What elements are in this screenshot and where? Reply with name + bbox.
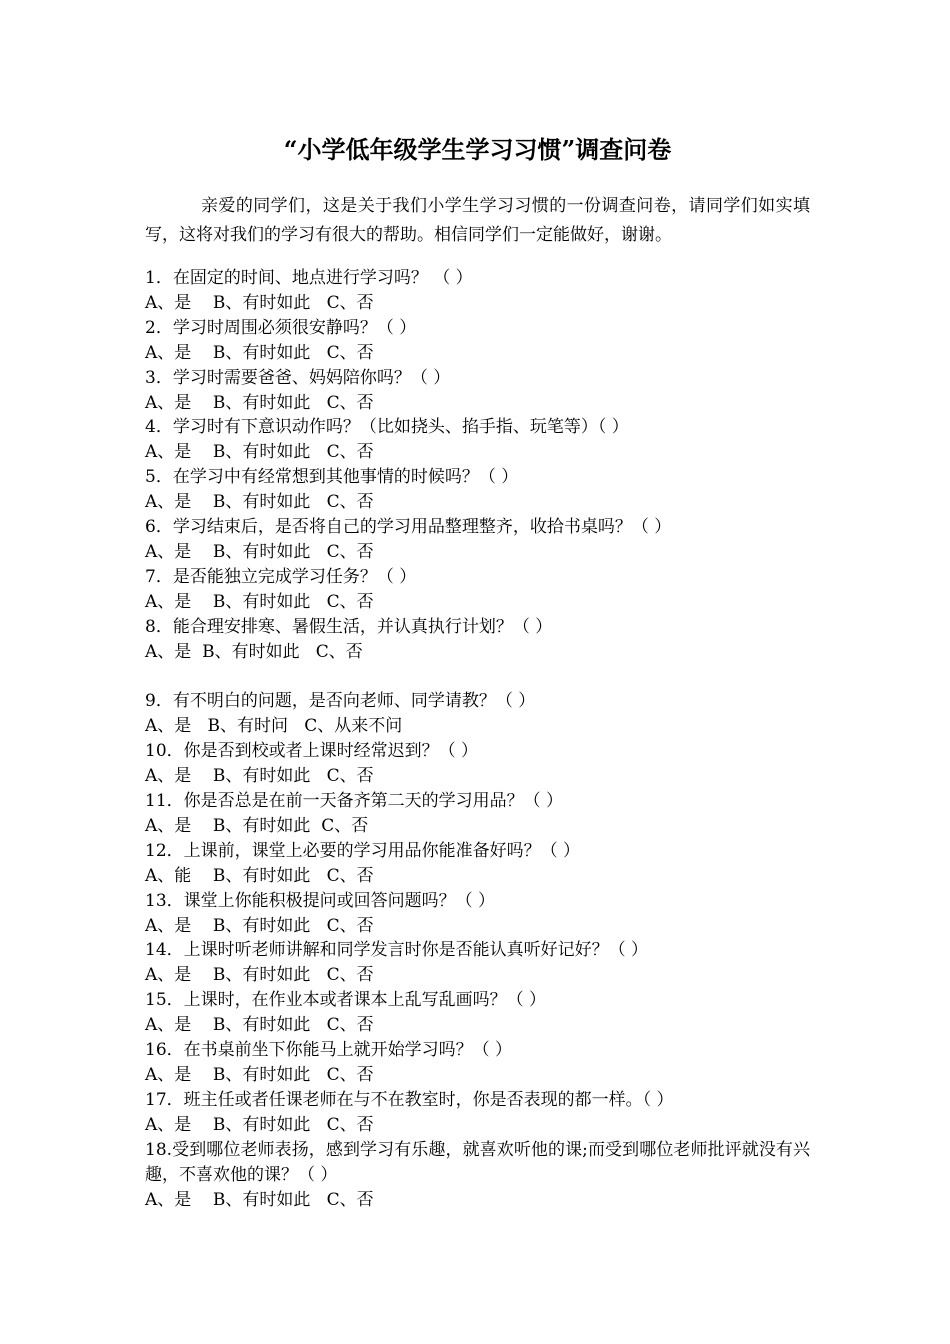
- answer-options: A、是 B、有时如此 C、否: [145, 442, 374, 463]
- question-text: 3．学习时需要爸爸、妈妈陪你吗？（ ）: [145, 367, 451, 388]
- question-text: 10．你是否到校或者上课时经常迟到？（ ）: [145, 741, 479, 762]
- question-list: [145, 266, 810, 1212]
- question-text: 14．上课时听老师讲解和同学发言时你是否能认真听好记好？（ ）: [145, 940, 649, 961]
- question-text: 2．学习时周围必须很安静吗？（ ）: [145, 317, 417, 338]
- answer-options: A、是 B、有时如此 C、否: [145, 1189, 374, 1210]
- question-text: 7．是否能独立完成学习任务？（ ）: [145, 566, 417, 587]
- answer-options: A、是 B、有时如此 C、否: [145, 641, 363, 662]
- question-text: 1．在固定的时间、地点进行学习吗？ （ ）: [145, 268, 473, 288]
- answer-options: A、能 B、有时如此 C、否: [145, 865, 374, 886]
- question-text: 13．课堂上你能积极提问或回答问题吗？（ ）: [145, 890, 496, 911]
- answer-options: A、是 B、有时如此 C、否: [145, 1015, 374, 1036]
- question-text: 12．上课前，课堂上必要的学习用品你能准备好吗？（ ）: [145, 840, 581, 861]
- intro-paragraph: 亲爱的同学们，这是关于我们小学生学习习惯的一份调查问卷，请同学们如实填写，这将对我们的学习有很大的帮助。相信同学们一定能做好，谢谢。: [145, 196, 810, 245]
- page-title: “小学低年级学生学习习惯”调查问卷: [283, 135, 672, 164]
- answer-options: A、是 B、有时如此 C、否: [145, 965, 374, 986]
- answer-options: A、是 B、有时如此 C、否: [145, 392, 374, 413]
- answer-options: A、是 B、有时如此 C、否: [145, 342, 374, 363]
- question-text: 15．上课时，在作业本或者课本上乱写乱画吗？（ ）: [145, 990, 547, 1011]
- question-text: 8．能合理安排寒、暑假生活，并认真执行计划？（ ）: [145, 616, 553, 637]
- blank-line: [145, 665, 810, 690]
- answer-options: A、是 B、有时问 C、从来不问: [145, 716, 403, 737]
- answer-options: A、是 B、有时如此 C、否: [145, 591, 374, 612]
- answer-options: A、是 B、有时如此 C、否: [145, 292, 374, 313]
- answer-options: A、是 B、有时如此 C、否: [145, 815, 369, 836]
- question-text: 4．学习时有下意识动作吗？（比如挠头、掐手指、玩笔等）（ ）: [145, 417, 629, 438]
- question-text: 5．在学习中有经常想到其他事情的时候吗？（ ）: [145, 467, 519, 488]
- answer-options: A、是 B、有时如此 C、否: [145, 1114, 374, 1135]
- answer-options: A、是 B、有时如此 C、否: [145, 541, 374, 562]
- question-text: 11．你是否总是在前一天备齐第二天的学习用品？（ ）: [145, 791, 564, 812]
- question-text: 6．学习结束后，是否将自己的学习用品整理整齐，收拾书桌吗？（ ）: [145, 517, 672, 538]
- answer-options: A、是 B、有时如此 C、否: [145, 492, 374, 513]
- question-text: 16．在书桌前坐下你能马上就开始学习吗？（ ）: [145, 1040, 513, 1061]
- question-text: 18.受到哪位老师表扬，感到学习有乐趣，就喜欢听他的课;而受到哪位老师批评就没有兴趣，不喜欢他的课？（ ）: [145, 1139, 810, 1185]
- question-text: 17．班主任或者任课老师在与不在教室时，你是否表现的都一样。（ ）: [145, 1089, 674, 1110]
- question-text: 9．有不明白的问题，是否向老师、同学请教？（ ）: [145, 691, 536, 712]
- answer-options: A、是 B、有时如此 C、否: [145, 766, 374, 787]
- answer-options: A、是 B、有时如此 C、否: [145, 915, 374, 936]
- answer-options: A、是 B、有时如此 C、否: [145, 1064, 374, 1085]
- survey-page: [145, 130, 810, 1212]
